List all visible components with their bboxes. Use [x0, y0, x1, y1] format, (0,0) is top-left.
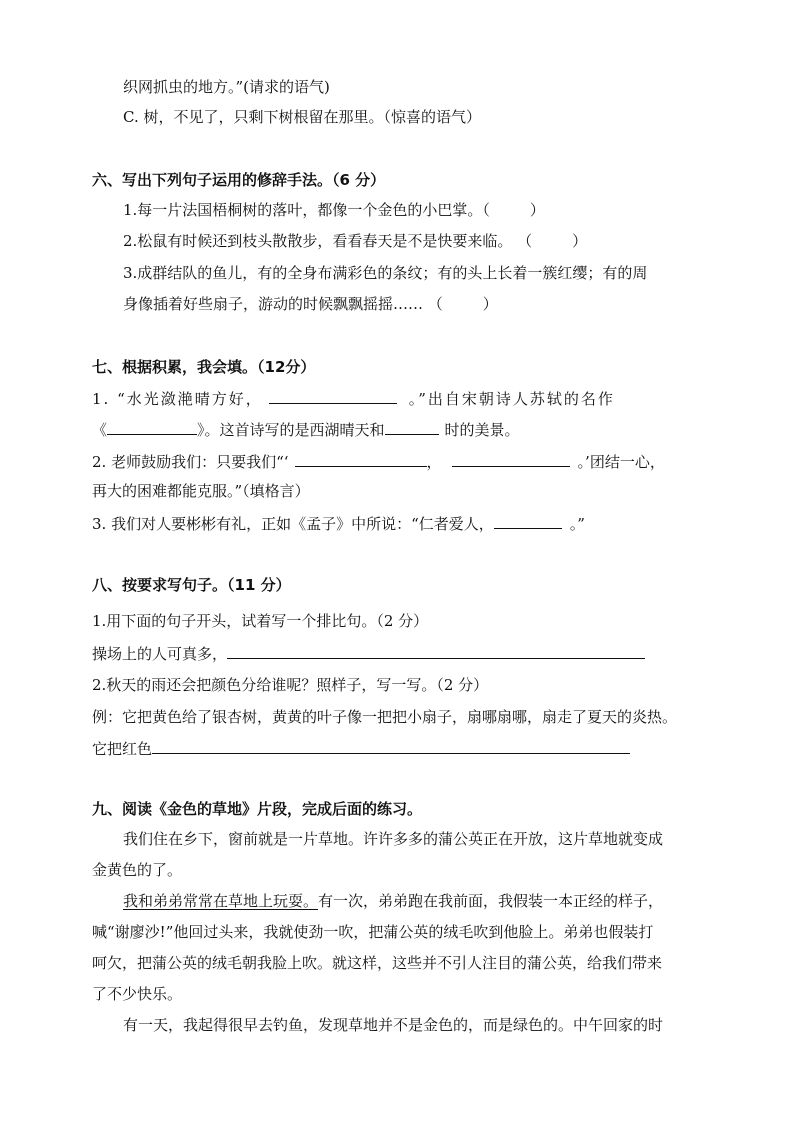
section-6-q3-line1: 3.成群结队的鱼儿，有的全身布满彩色的条纹；有的头上长着一簇红缨；有的周 [123, 264, 648, 282]
section-8-q1: 1.用下面的句子开头，试着写一个排比句。（2 分） [92, 612, 429, 630]
section-7-q2-text-b: ， [426, 453, 442, 471]
fill-blank[interactable] [107, 419, 197, 435]
section-9-p2-line1-rest: 有一次，弟弟跑在我前面，我假装一本正经的样子， [318, 892, 664, 910]
answer-line[interactable] [152, 738, 630, 754]
top-line-2: C. 树，不见了，只剩下树根留在那里。（惊喜的语气） [123, 108, 481, 126]
section-7-q1-line1 [92, 388, 615, 409]
section-8-heading: 八、按要求写句子。（11 分） [92, 576, 291, 594]
section-7-q3-text-b: 。” [569, 515, 585, 533]
section-8-q2-answer [92, 738, 630, 759]
section-9-p2-line3: 呵欠，把蒲公英的绒毛朝我脸上吹。就这样，这些并不引人注目的蒲公英，给我们带来 [92, 954, 663, 972]
section-7-q1-text-d: 》。这首诗写的是西湖晴天和 [197, 421, 385, 439]
section-9-p2-line4: 了不少快乐。 [92, 985, 183, 1003]
section-8-q1-prompt: 操场上的人可真多， [92, 645, 228, 663]
section-6-q1-close: ） [529, 201, 545, 219]
section-6-q3-line2 [123, 294, 498, 314]
section-9-p2-line2: 喊“谢廖沙!”他回过头来，我就使劲一吹，把蒲公英的绒毛吹到他脸上。弟弟也假装打 [92, 923, 654, 941]
section-7-q1-line2 [92, 419, 520, 440]
section-9-p1-line2: 金黄色的了。 [92, 861, 183, 879]
section-9-p3-line1: 有一天，我起得很早去钓鱼，发现草地并不是金色的，而是绿色的。中午回家的时 [123, 1016, 664, 1034]
section-7-q1-text-a: 1. “水光潋滟晴方好， [92, 390, 263, 408]
section-9-heading: 九、阅读《金色的草地》片段，完成后面的练习。 [92, 800, 423, 818]
section-6-q3-close: ） [482, 295, 498, 313]
section-8-q2-prompt: 它把红色 [92, 740, 153, 758]
section-7-q3 [92, 513, 585, 534]
section-7-q1-text-e: 时的美景。 [444, 421, 520, 439]
answer-line[interactable] [227, 643, 645, 659]
section-7-q2-line1 [92, 451, 665, 472]
section-6-q1 [123, 200, 545, 220]
section-7-q1-text-c: 《 [92, 421, 108, 439]
section-6-q3-text: 身像插着好些扇子，游动的时候飘飘摇摇…… （ [123, 295, 443, 313]
section-8-q1-answer [92, 643, 645, 664]
section-9-p2-line1 [123, 891, 663, 911]
section-6-q2-text: 2.松鼠有时候还到枝头散散步，看看春天是不是快要来临。 （ [123, 232, 533, 250]
top-line-1: 织网抓虫的地方。”(请求的语气) [123, 78, 330, 96]
section-8-q2: 2.秋天的雨还会把颜色分给谁呢？照样子，写一写。（2 分） [92, 676, 489, 694]
section-9-p1-line1: 我们住在乡下，窗前就是一片草地。许许多多的蒲公英正在开放，这片草地就变成 [123, 830, 664, 848]
section-6-q1-text: 1.每一片法国梧桐树的落叶，都像一个金色的小巴掌。（ [123, 201, 490, 219]
section-7-q3-text-a: 3. 我们对人要彬彬有礼，正如《孟子》中所说：“仁者爱人， [92, 515, 494, 533]
section-7-q1-text-b: 。”出自宋朝诗人苏轼的名作 [408, 390, 615, 408]
underlined-sentence: 我和弟弟常常在草地上玩耍。 [123, 892, 319, 910]
section-6-heading: 六、写出下列句子运用的修辞手法。（6 分） [92, 171, 386, 189]
fill-blank[interactable] [385, 419, 439, 435]
fill-blank[interactable] [452, 451, 570, 467]
fill-blank[interactable] [494, 513, 562, 529]
section-8-q2-example: 例：它把黄色给了银杏树，黄黄的叶子像一把把小扇子，扇哪扇哪，扇走了夏天的炎热。 [92, 708, 678, 726]
section-6-q2 [123, 231, 587, 251]
section-7-q2-text-a: 2. 老师鼓励我们：只要我们“‘ [92, 453, 289, 471]
section-6-q2-close: ） [572, 232, 588, 250]
fill-blank[interactable] [269, 388, 397, 404]
section-7-q2-line2: 再大的困难都能克服。”（填格言） [92, 482, 310, 500]
section-7-q2-text-c: 。’团结一心， [577, 453, 665, 471]
section-7-heading: 七、根据积累，我会填。（12分） [92, 358, 316, 376]
fill-blank[interactable] [295, 451, 427, 467]
